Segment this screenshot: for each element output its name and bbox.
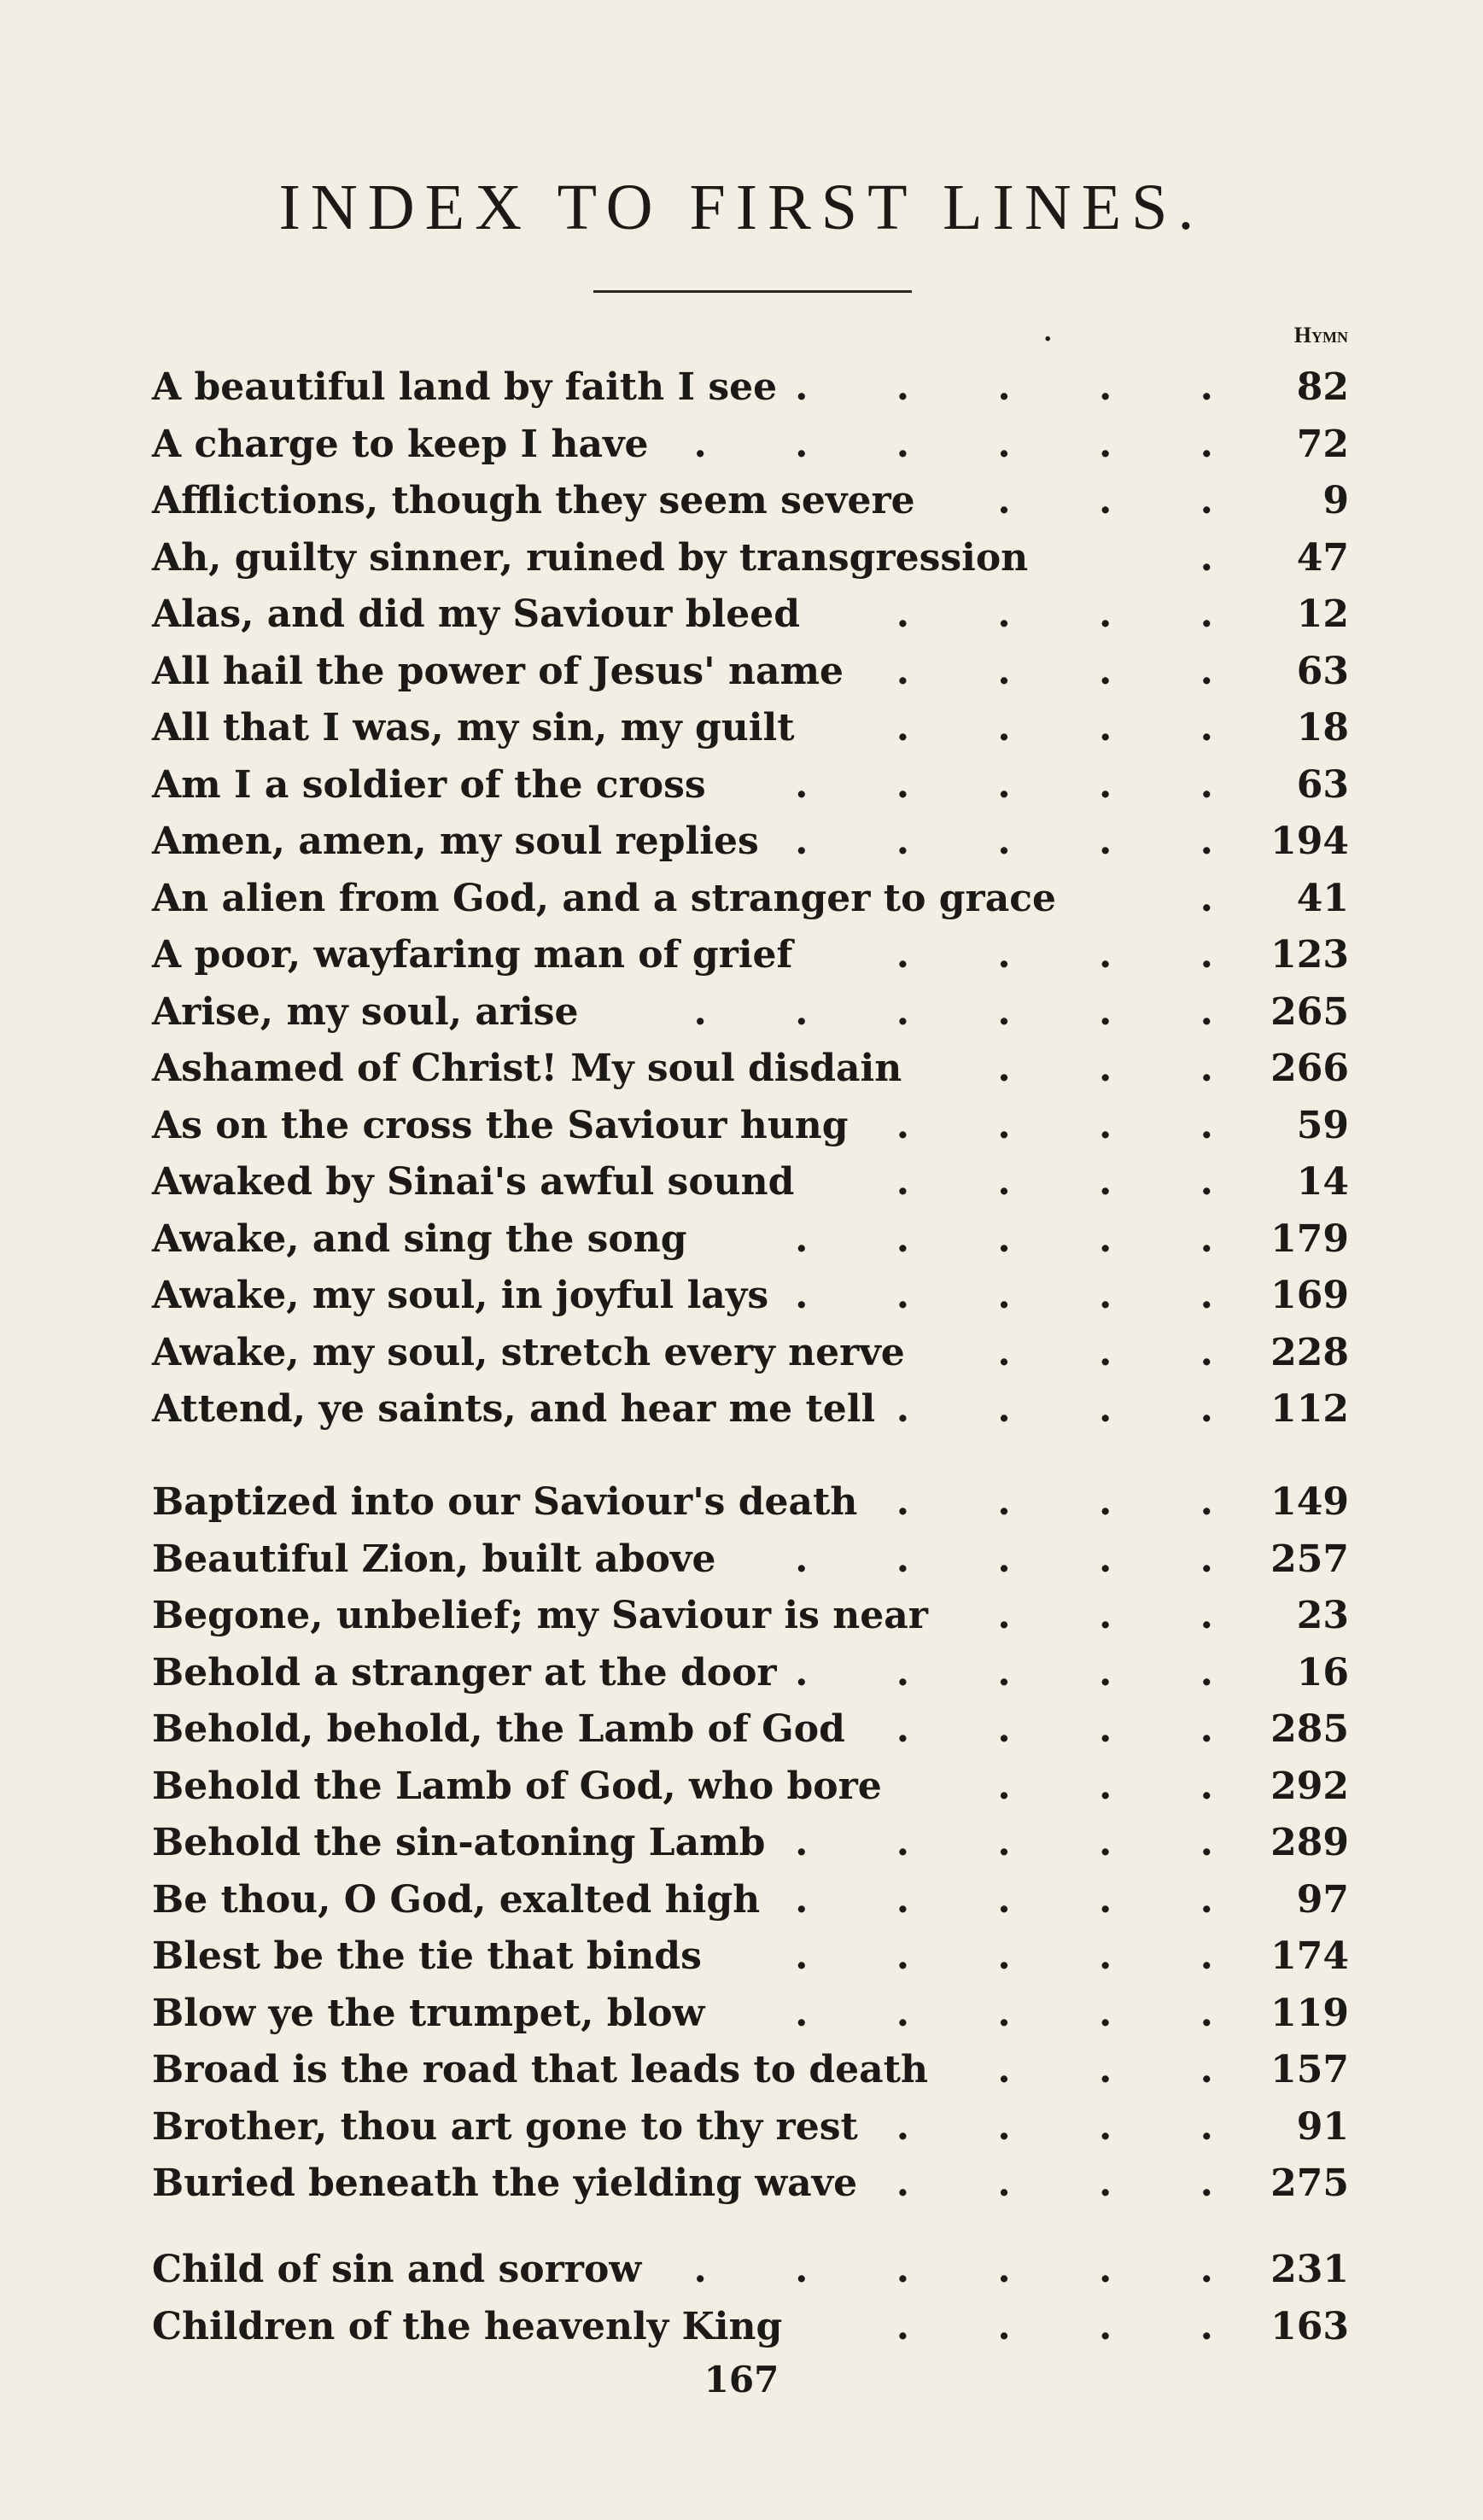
dot-leader: . . . . [896,1707,1251,1751]
dot-leader: . . . . . [795,1991,1251,2035]
hymn-number: 72 [1296,422,1349,466]
first-line-text: Amen, amen, my soul replies [152,820,759,863]
first-line-text: An alien from God, and a stranger to grace [152,876,1057,920]
hymn-number: 169 [1270,1274,1349,1317]
index-group-a [152,359,1349,1438]
first-line-text: Ashamed of Christ! My soul disdain [152,1047,902,1090]
hymn-number: 63 [1296,649,1349,693]
first-line-text: Behold the sin-atoning Lamb [152,1821,766,1864]
hymn-number: 265 [1270,989,1349,1034]
hymn-number: 149 [1270,1480,1349,1524]
first-line-text: Child of sin and sorrow [152,2248,642,2291]
first-line-text: A charge to keep I have [152,422,649,466]
dot-leader: . . . [997,1047,1251,1090]
index-entry [152,1154,1349,1211]
index-entry [152,1211,1349,1269]
hymn-number: 179 [1270,1216,1349,1261]
hymn-number: 112 [1270,1387,1349,1431]
hymn-number: 174 [1270,1934,1349,1978]
hymn-number: 231 [1270,2248,1349,2291]
dot-leader: . . . . [896,706,1251,750]
dot-leader: . . . [997,1594,1251,1637]
first-line-text: Broad is the road that leads to death [152,2048,928,2091]
hymn-number: 257 [1270,1537,1349,1581]
dot-leader: . [1200,535,1251,580]
index-group-b [152,1474,1349,2213]
first-line-text: Ah, guilty sinner, ruined by transgression [152,535,1029,580]
hymn-number: 275 [1270,2161,1349,2205]
first-line-text: A beautiful land by faith I see [152,365,778,409]
first-line-text: A poor, wayfaring man of grief [152,933,793,977]
index-entry [152,1531,1349,1589]
dot-leader: . . . [997,479,1251,522]
hymn-column-header: Hymn [1293,323,1348,347]
dot-leader: . . . . . . [693,422,1251,466]
first-line-text: Behold a stranger at the door [152,1650,777,1695]
hymn-number: 47 [1296,535,1349,580]
index-entry [152,1268,1349,1325]
index-entry [152,1474,1349,1531]
index-entry [152,1986,1349,2043]
first-line-text: Awake, my soul, in joyful lays [152,1274,769,1317]
dot-leader: . . . . [896,649,1251,693]
index-entry [152,1325,1349,1382]
first-line-text: Afflictions, though they seem severe [152,479,915,522]
index-group-c [152,2242,1349,2355]
hymn-number: 12 [1296,592,1349,636]
index-entry [152,2099,1349,2156]
index-entry [152,1872,1349,1929]
dot-leader: . . . . [896,2161,1251,2205]
dot-leader: . . . . [896,592,1251,636]
hymn-number: 16 [1296,1650,1349,1695]
hymn-number: 9 [1322,479,1349,522]
first-line-text: Be thou, O God, exalted high [152,1877,761,1922]
hymn-number: 285 [1270,1707,1349,1751]
dot-leader: . . . . . . [693,2248,1251,2291]
hymn-number: 228 [1270,1330,1349,1374]
first-line-text: Arise, my soul, arise [152,989,579,1034]
first-line-text: All that I was, my sin, my guilt [152,706,795,750]
index-entry [152,1381,1349,1438]
index-entry [152,2299,1349,2356]
index-entry [152,2242,1349,2299]
first-line-text: Awaked by Sinai's awful sound [152,1160,795,1204]
dot-leader: . . . . . [795,820,1251,863]
index-entry [152,417,1349,474]
dot-leader: . . . . . [795,1650,1251,1695]
hymn-number: 82 [1296,365,1349,409]
index-entry [152,757,1349,814]
index-entry [152,814,1349,871]
dot-leader: . . . . [896,1160,1251,1204]
hymn-number: 91 [1296,2104,1349,2149]
dot-leader: . . . [997,1764,1251,1808]
index-entry [152,700,1349,757]
first-line-text: Attend, ye saints, and hear me tell [152,1387,876,1431]
index-entry [152,1645,1349,1702]
first-line-text: Blest be the tie that binds [152,1934,702,1978]
first-line-text: Begone, unbelief; my Saviour is near [152,1594,928,1637]
hymn-number: 23 [1296,1594,1349,1637]
dot-leader: . . . . . [795,1274,1251,1317]
dot-leader: . . . . . [795,1537,1251,1581]
first-line-text: As on the cross the Saviour hung [152,1103,849,1147]
dot-leader: . . . . [896,1480,1251,1524]
index-entry [152,1928,1349,1986]
dot-leader: . [1200,876,1251,920]
hymn-number: 194 [1270,820,1349,863]
dot-leader: . . . . . [795,1821,1251,1864]
dot-leader: . . . . [896,2104,1251,2149]
first-line-text: Behold the Lamb of God, who bore [152,1764,882,1808]
index-entry [152,586,1349,644]
index-entry [152,1815,1349,1872]
hymn-number: 123 [1270,933,1349,977]
index-entry [152,644,1349,701]
dot-leader: . . . . [896,933,1251,977]
first-line-text: Buried beneath the yielding wave [152,2161,858,2205]
page-title: INDEX TO FIRST LINES. [278,172,1205,243]
index-entry [152,1041,1349,1098]
index-entry [152,1759,1349,1816]
dot-leader: . . . . [896,1387,1251,1431]
hymn-number: 163 [1270,2304,1349,2348]
index-entry [152,473,1349,530]
first-line-text: Brother, thou art gone to thy rest [152,2104,858,2149]
index-entry [152,927,1349,984]
dot-leader: . . . . . [795,1216,1251,1261]
index-entry [152,2155,1349,2213]
hymn-number: 14 [1296,1160,1349,1204]
first-line-text: Awake, my soul, stretch every nerve [152,1330,905,1374]
hymn-number: 119 [1270,1991,1349,2035]
dot-leader: . . . . . [795,1877,1251,1922]
header-dot: . [1043,318,1053,347]
first-line-text: All hail the power of Jesus' name [152,649,844,693]
first-line-text: Awake, and sing the song [152,1216,687,1261]
first-line-text: Baptized into our Saviour's death [152,1480,858,1524]
dot-leader: . . . . [896,2304,1251,2348]
index-entry [152,1098,1349,1155]
dot-leader: . . . . . [795,762,1251,807]
hymn-number: 59 [1296,1103,1349,1147]
index-entry [152,530,1349,587]
hymn-number: 97 [1296,1877,1349,1922]
hymn-number: 157 [1270,2048,1349,2091]
first-line-text: Am I a soldier of the cross [152,762,706,807]
index-entry [152,871,1349,928]
index-entry [152,1588,1349,1645]
first-line-text: Alas, and did my Saviour bleed [152,592,800,636]
first-line-text: Beautiful Zion, built above [152,1537,716,1581]
index-entry [152,359,1349,417]
first-line-text: Children of the heavenly King [152,2304,783,2348]
index-entry [152,2042,1349,2099]
dot-leader: . . . . . [795,1934,1251,1978]
hymn-number: 18 [1296,706,1349,750]
hymn-number: 266 [1270,1047,1349,1090]
hymn-number: 289 [1270,1821,1349,1864]
hymn-number: 292 [1270,1764,1349,1808]
first-line-text: Behold, behold, the Lamb of God [152,1707,845,1751]
title-rule [593,290,912,293]
index-entry [152,984,1349,1041]
page-number: 167 [704,2359,779,2400]
dot-leader: . . . . . [795,365,1251,409]
dot-leader: . . . [997,2048,1251,2091]
index-entry [152,1701,1349,1759]
first-line-text: Blow ye the trumpet, blow [152,1991,705,2035]
hymn-number: 41 [1296,876,1349,920]
dot-leader: . . . . [896,1103,1251,1147]
dot-leader: . . . . . . [693,989,1251,1034]
dot-leader: . . . [997,1330,1251,1374]
hymn-number: 63 [1296,762,1349,807]
